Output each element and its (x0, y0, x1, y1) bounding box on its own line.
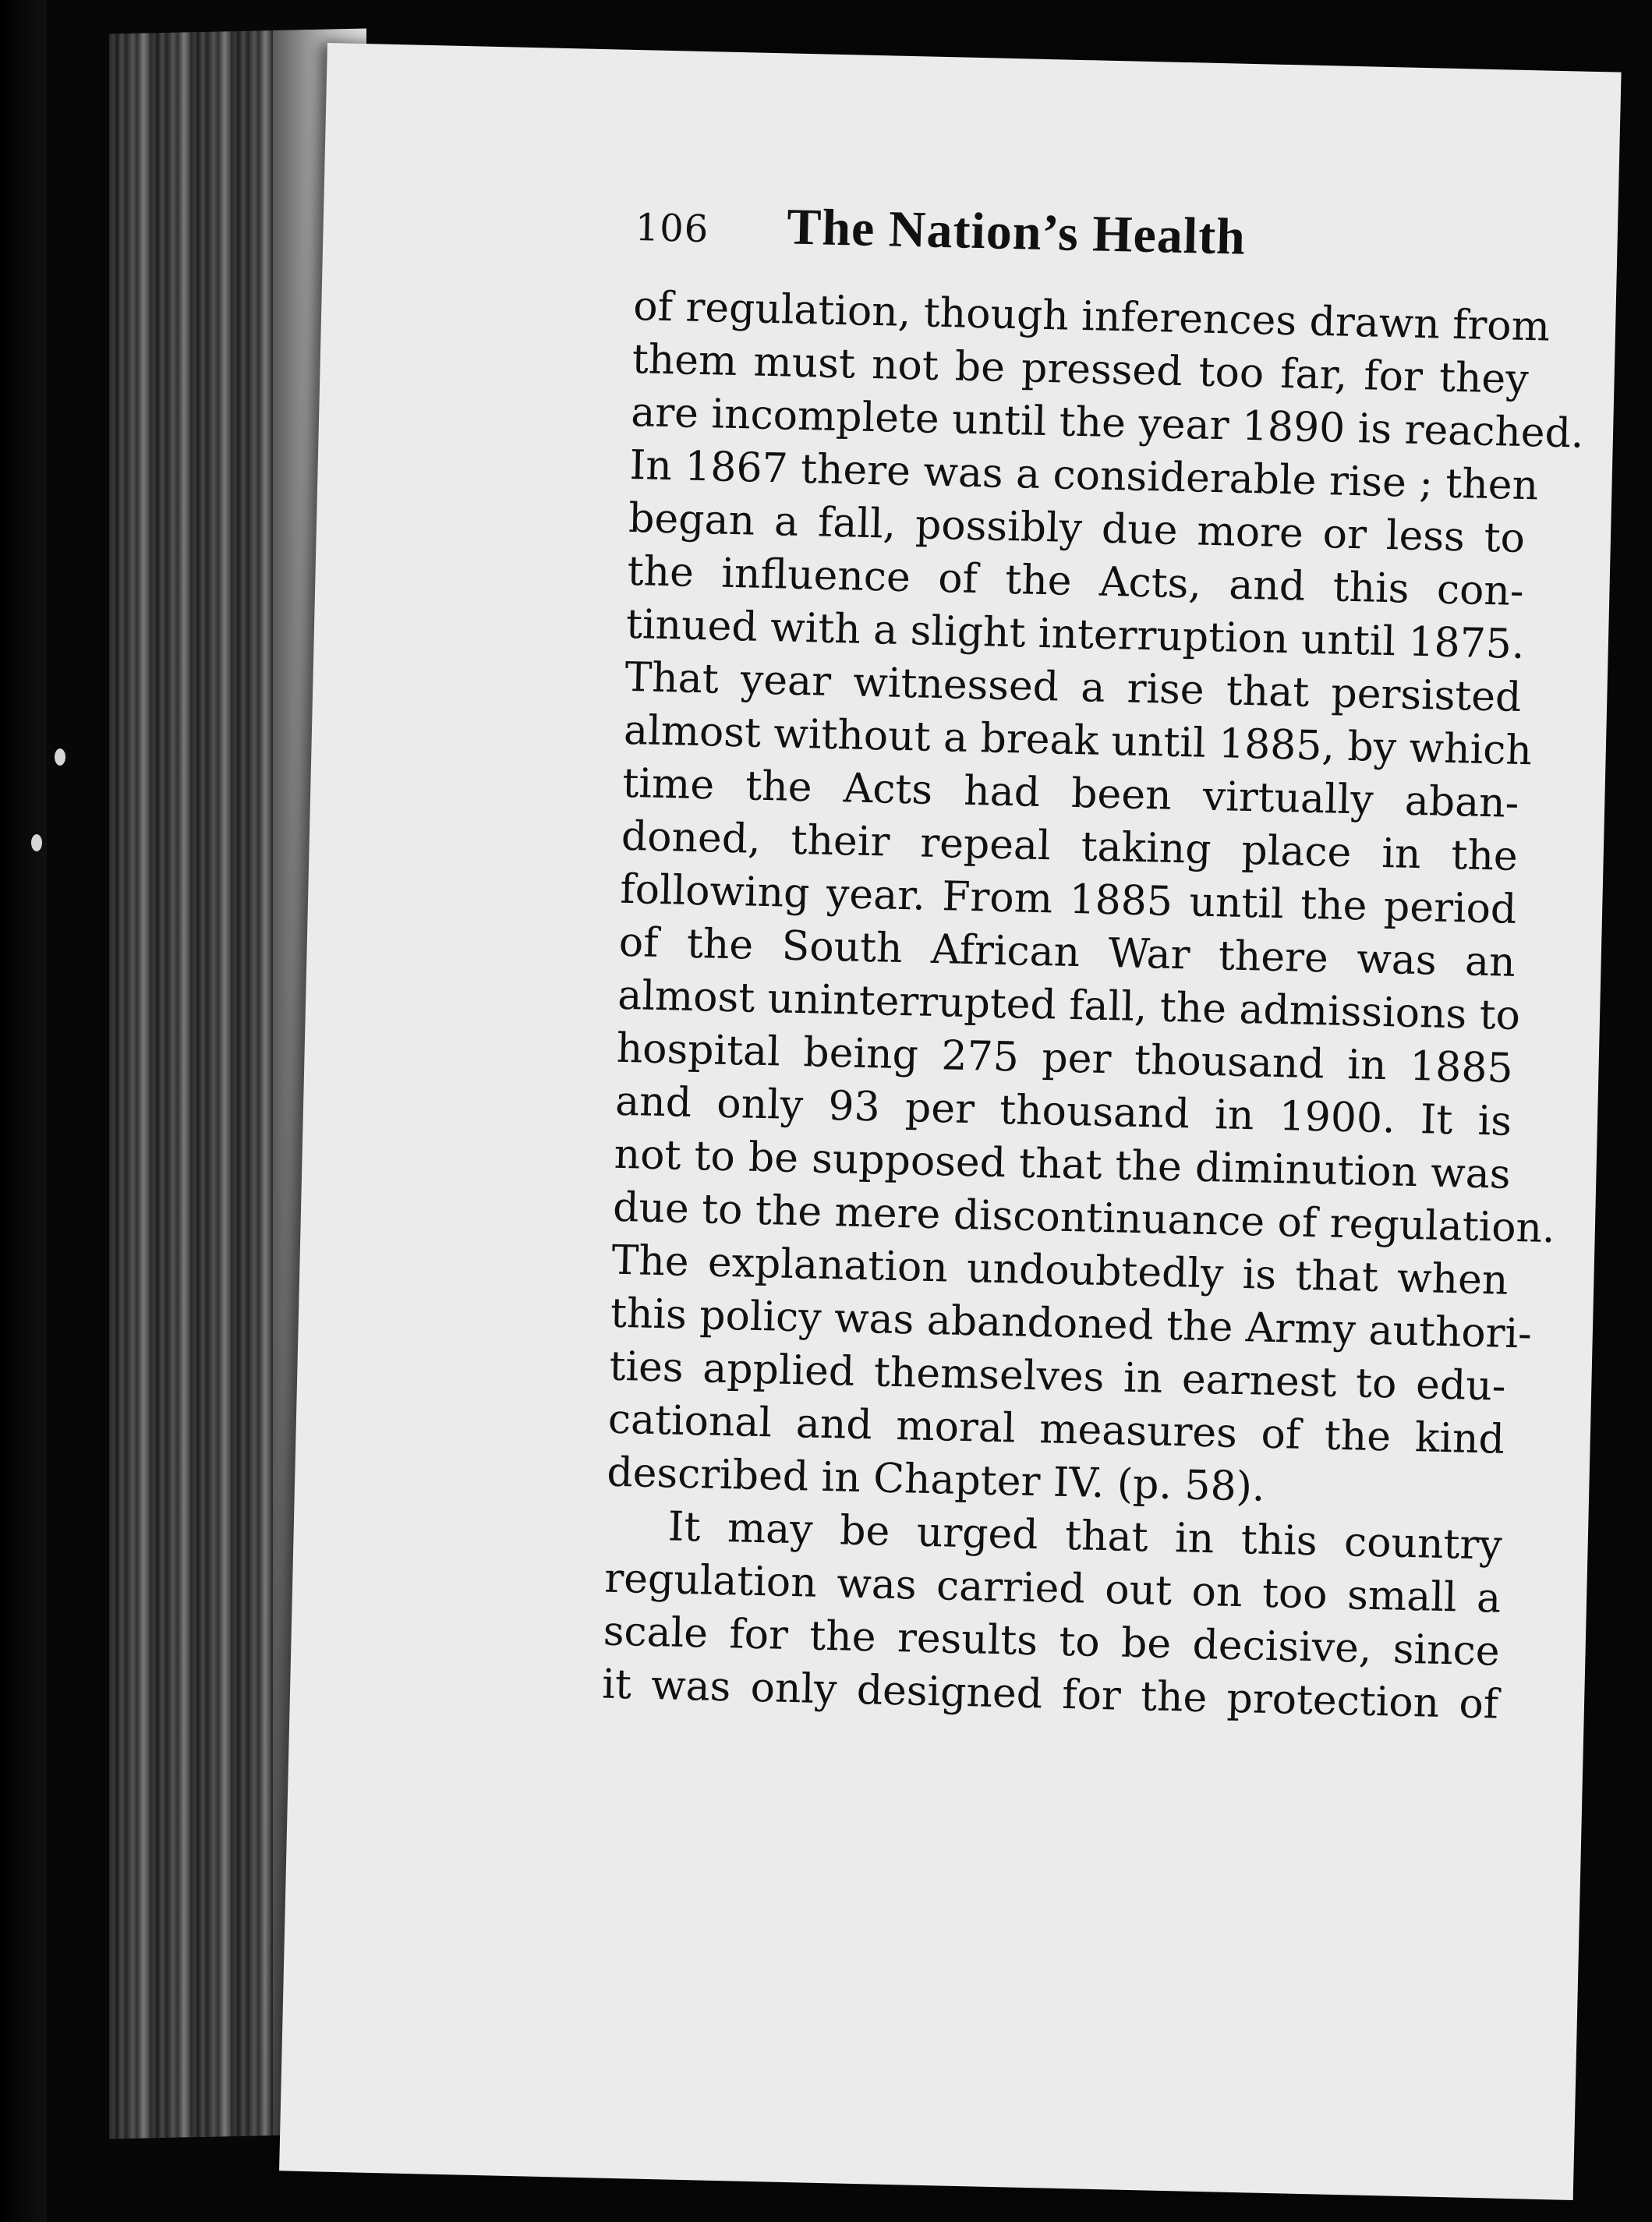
scan-speck (55, 748, 65, 766)
text-line: following year. From 1885 until the period (619, 865, 1517, 933)
text-line: and only 93 per thousand in 1900. It is (614, 1077, 1512, 1145)
text-line: it was only designed for the protection of (601, 1661, 1499, 1728)
running-title: The Nation’s Health (786, 198, 1247, 266)
text-line: scale for the results to be decisive, since (603, 1608, 1501, 1675)
text-line: doned, their repeal taking place in the (621, 812, 1519, 880)
text-line: ties applied themselves in earnest to edu- (608, 1343, 1506, 1410)
text-line: this policy was abandoned the Army authori- (610, 1290, 1533, 1358)
spine-shadow (0, 0, 47, 2222)
text-line: almost uninterrupted fall, the admissions to (617, 971, 1521, 1040)
paragraph-1 (606, 280, 1585, 1520)
body-text (601, 280, 1585, 1732)
text-line: of regulation, though inferences drawn from (632, 282, 1551, 351)
text-line: In 1867 there was a considerable rise ; then (629, 441, 1539, 510)
text-line: It may be urged that in this country (667, 1503, 1503, 1569)
text-line: time the Acts had been virtually aban- (621, 759, 1519, 827)
text-line: tinued with a slight interruption until 1875. (625, 600, 1526, 669)
text-line: not to be supposed that the diminution was (614, 1130, 1512, 1198)
text-line: hospital being 275 per thousand in 1885 (616, 1024, 1514, 1092)
text-line: cational and moral measures of the kind (607, 1396, 1505, 1463)
text-line: began a fall, possibly due more or less to (628, 494, 1526, 563)
scan-speck (31, 834, 42, 851)
text-line: regulation was carried out on too small a (603, 1555, 1502, 1622)
text-line: the influence of the Acts, and this con- (627, 547, 1525, 615)
paragraph-2 (602, 1499, 1503, 1732)
text-line: described in Chapter IV. (p. 58). (606, 1449, 1266, 1511)
text-line: almost without a break until 1885, by which (623, 706, 1533, 775)
text-line: of the South African War there was an (618, 918, 1516, 986)
page-content (601, 194, 1585, 1732)
text-line: are incomplete until the year 1890 is reached. (630, 388, 1585, 458)
text-line: them must not be pressed too far, for they (631, 335, 1530, 404)
text-line: The explanation undoubtedly is that when (610, 1237, 1509, 1304)
book-page (279, 43, 1622, 2200)
text-line: That year witnessed a rise that persisted (624, 653, 1523, 721)
text-line: due to the mere discontinuance of regulation. (612, 1184, 1556, 1253)
page-number: 106 (635, 206, 709, 252)
